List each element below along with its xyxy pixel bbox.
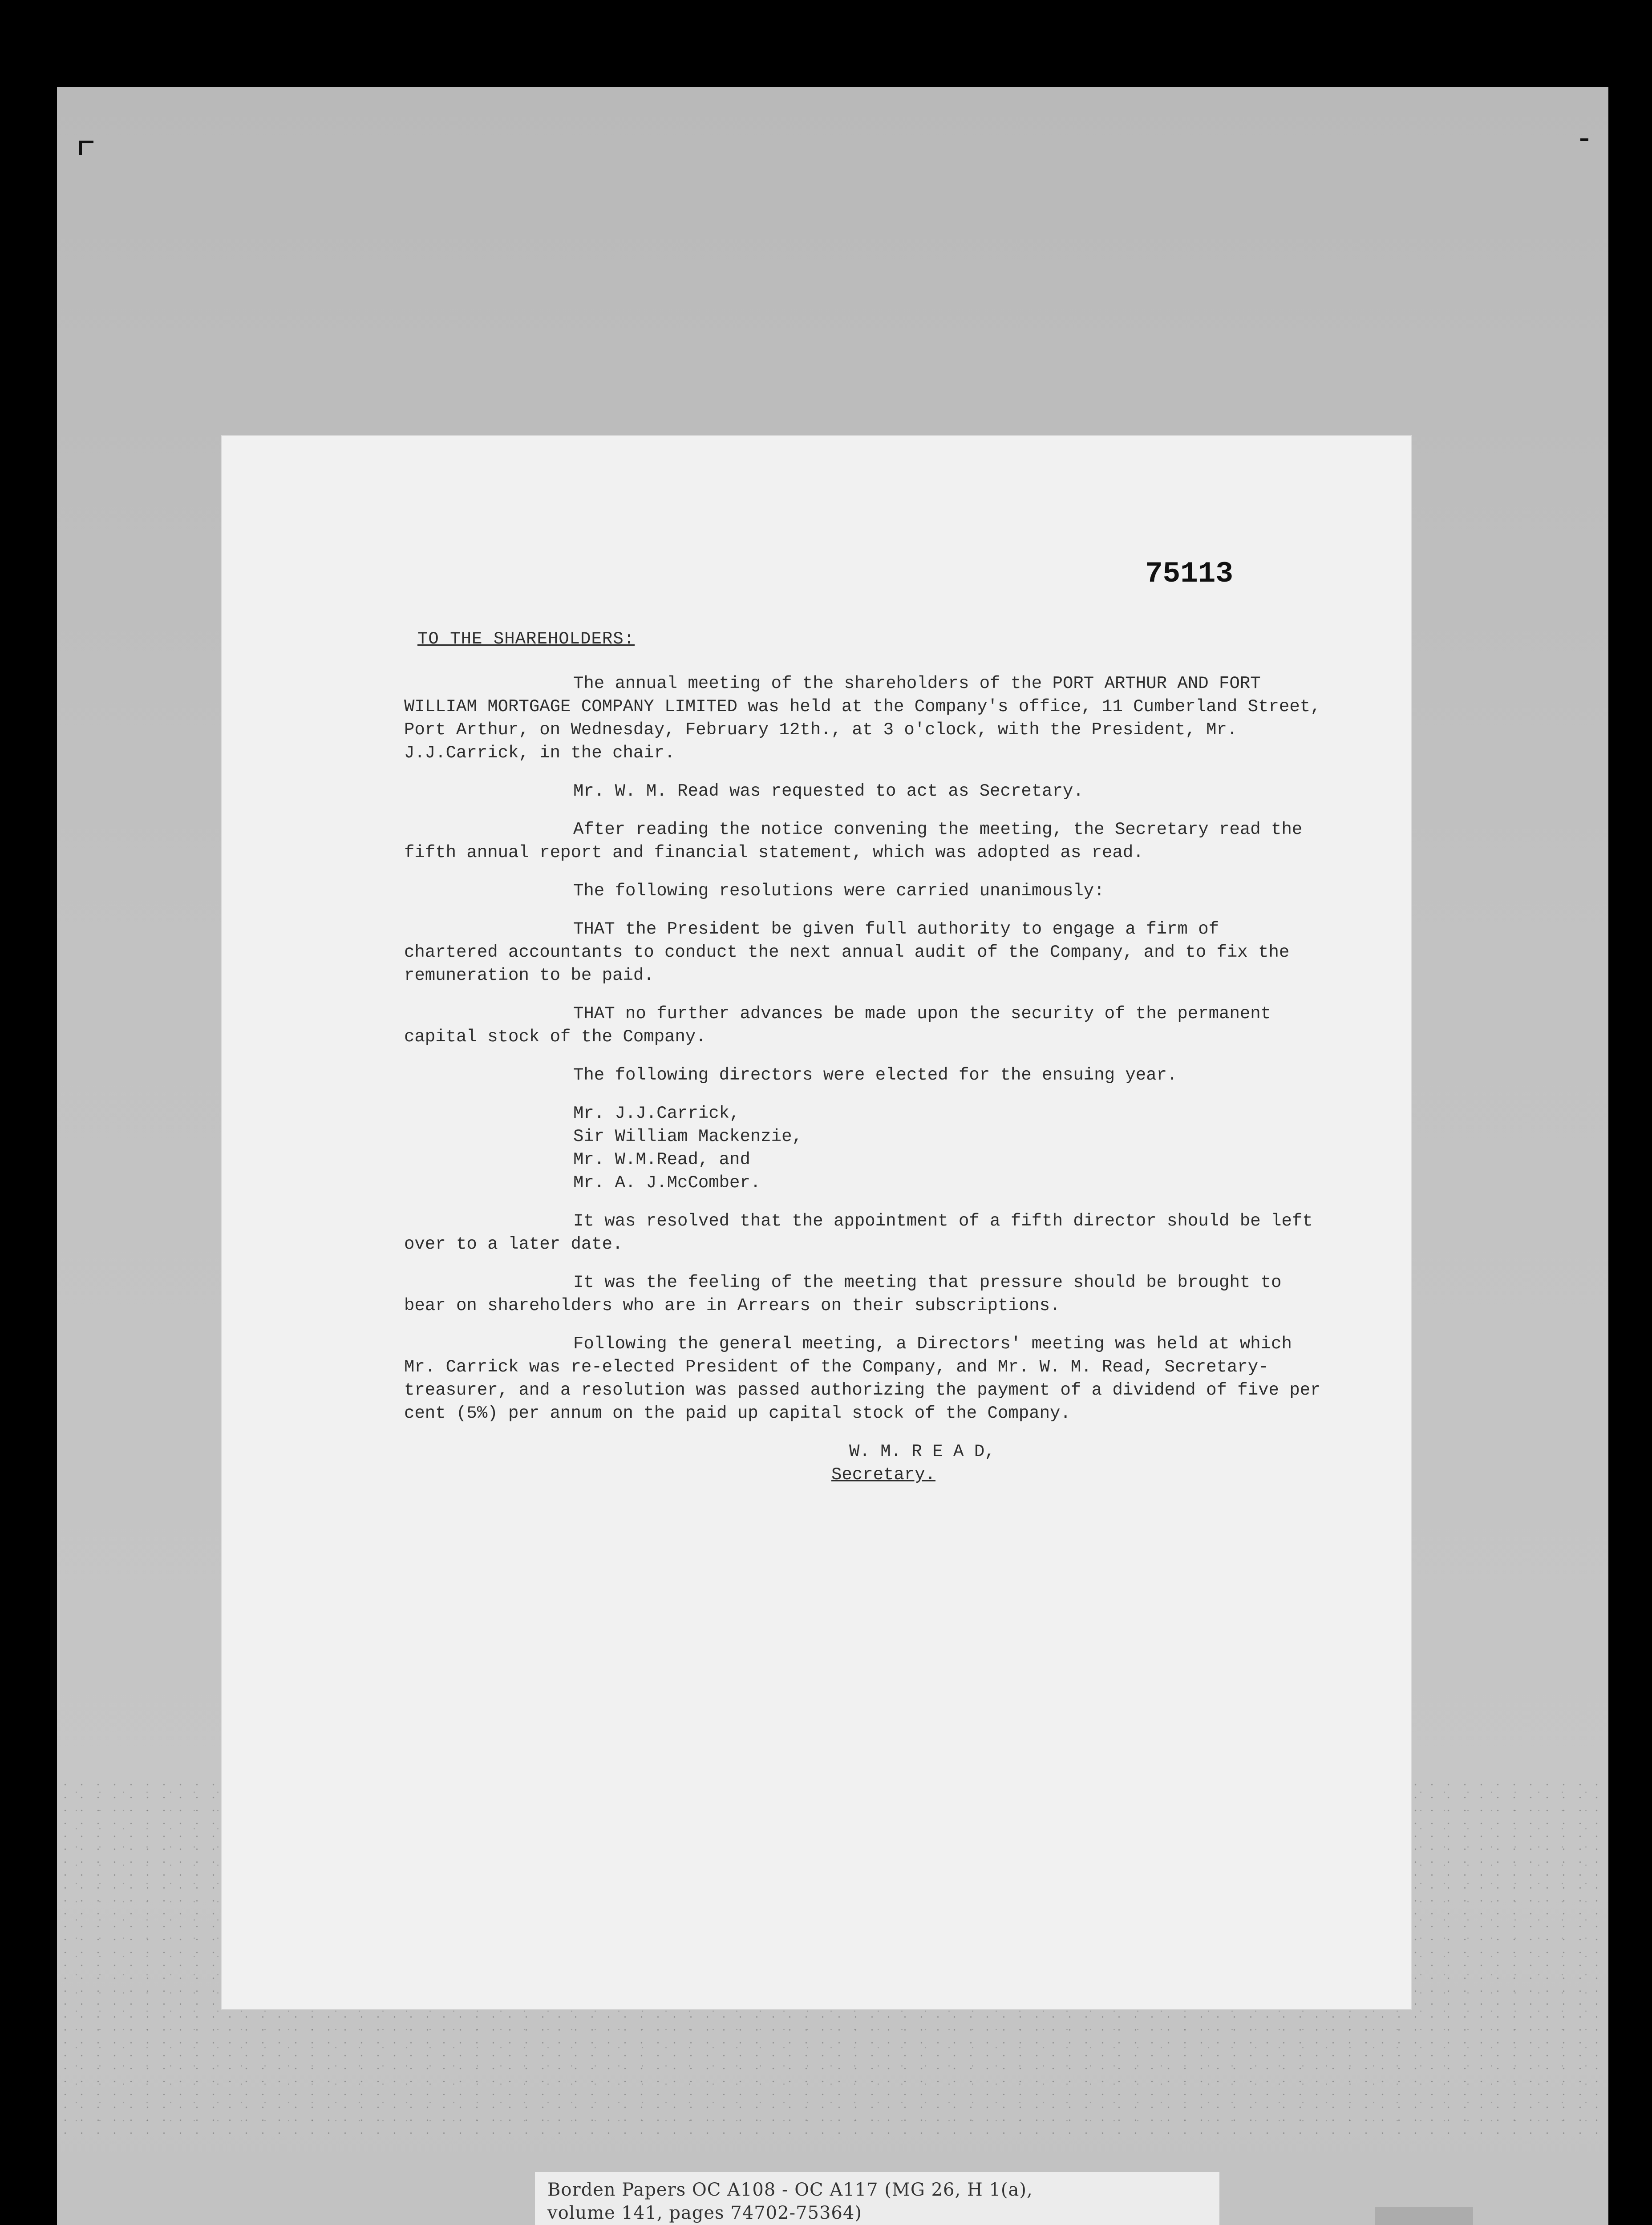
director-item: Mr. W.M.Read, and: [573, 1150, 750, 1169]
paragraph-directors-meeting: Following the general meeting, a Directors' meeting was held at which Mr. Carrick was re-elected President of the Company, and Mr. W. M. Read, Secretary-treasurer, and a resolution was passed authorizing the payment of a dividend of five per cent (5%) per annum on the paid up capital stock of the Company.: [404, 1334, 1321, 1423]
paragraph-resolutions-intro: The following resolutions were carried unanimously:: [573, 881, 1105, 901]
paragraph-arrears: It was the feeling of the meeting that pressure should be brought to bear on shareholders who are in Arrears on their subscriptions.: [404, 1273, 1282, 1315]
director-item: Sir William Mackenzie,: [573, 1127, 802, 1146]
directors-list: [573, 1102, 1321, 1194]
paragraph-report: After reading the notice convening the meeting, the Secretary read the fifth annual report and financial statement, which was adopted as read.: [404, 820, 1303, 862]
document-page: [222, 436, 1411, 2009]
paragraph-directors-intro: The following directors were elected for the ensuing year.: [573, 1065, 1178, 1085]
paragraph-resolution-advances: THAT no further advances be made upon the security of the permanent capital stock of the Company.: [404, 1004, 1271, 1047]
paragraph-resolution-accountants: THAT the President be given full authority to engage a firm of chartered accountants to conduct the next annual audit of the Company, and to fix the remuneration to be paid.: [404, 919, 1290, 985]
crop-mark-top-right: [1580, 138, 1588, 153]
page-number: 75113: [1145, 557, 1233, 591]
archive-reference-line-1: Borden Papers OC A108 - OC A117 (MG 26, H 1(a),: [547, 2180, 1033, 2200]
signature-title: Secretary.: [831, 1465, 936, 1485]
paragraph-meeting: The annual meeting of the shareholders of the PORT ARTHUR AND FORT WILLIAM MORTGAGE COMPANY LIMITED was held at the Company's office, 11 Cumberland Street, Port Arthur, on Wednesday, February 12th., at 3 o'clock, with the President, Mr. J.J.Carrick, in the chair.: [404, 674, 1321, 763]
paragraph-fifth-director: It was resolved that the appointment of a fifth director should be left over to a later date.: [404, 1211, 1313, 1254]
director-item: Mr. J.J.Carrick,: [573, 1104, 740, 1123]
document-body: [404, 672, 1321, 1486]
signature-name: W. M. R E A D,: [849, 1442, 995, 1461]
archive-reference-line-2: volume 141, pages 74702-75364): [547, 2203, 862, 2223]
tape-strip-right: [1375, 2207, 1473, 2225]
paragraph-secretary: Mr. W. M. Read was requested to act as Secretary.: [573, 781, 1084, 801]
archive-reference-strip: [535, 2172, 1219, 2225]
director-item: Mr. A. J.McComber.: [573, 1173, 761, 1193]
crop-mark-top-left: [79, 141, 93, 155]
salutation: TO THE SHAREHOLDERS:: [417, 629, 635, 649]
